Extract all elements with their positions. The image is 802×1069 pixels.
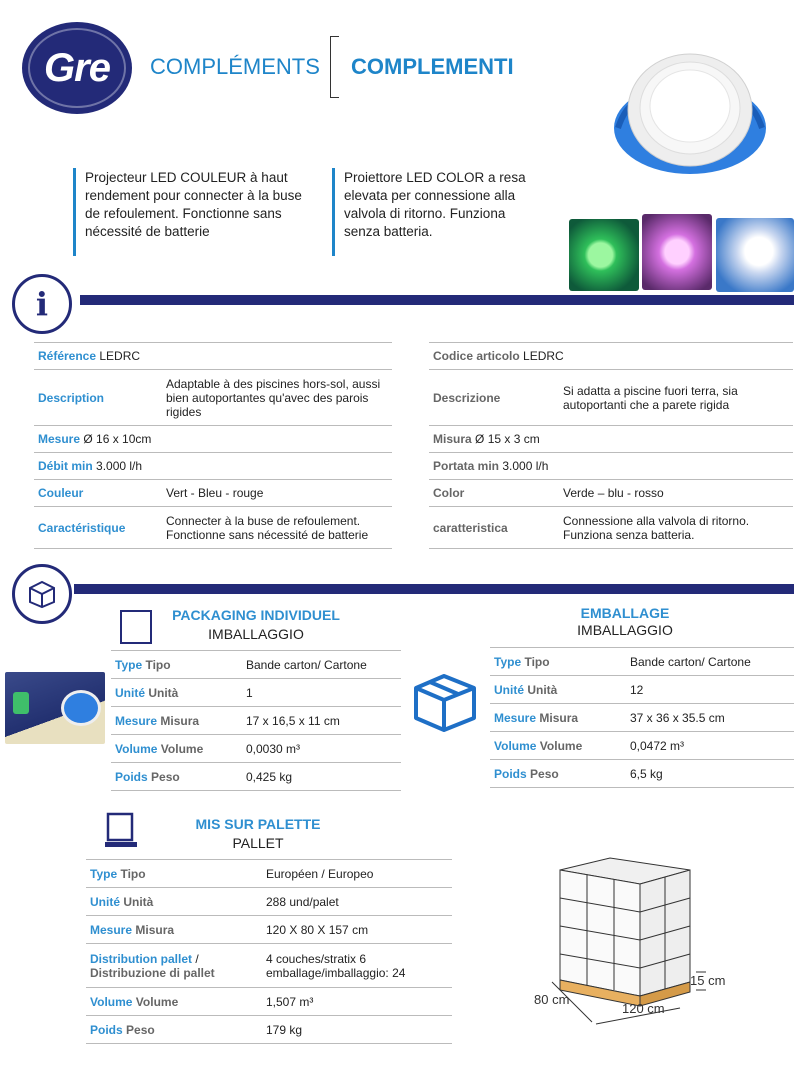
descrizione-value <box>559 370 793 426</box>
packaging-section-bar <box>74 584 794 594</box>
debit-value: 3.000 l/h <box>96 459 143 473</box>
intro-it-line: elevata per connessione alla <box>344 188 516 203</box>
em-label <box>490 648 626 676</box>
carton-icon <box>410 668 480 734</box>
pal-label-fr: Distribution pallet <box>90 951 192 966</box>
misura-label: Misura <box>433 432 472 446</box>
title-divider <box>330 36 339 98</box>
intro-it <box>344 169 564 241</box>
pk-label <box>111 679 242 707</box>
pk-label-fr: Type <box>115 657 143 672</box>
pk-label <box>111 651 242 679</box>
packaging-individual-title-it: IMBALLAGGIO <box>208 626 304 642</box>
spec-row <box>34 453 392 480</box>
pal-value: 120 X 80 X 157 cm <box>262 916 452 944</box>
pk-label <box>111 735 242 763</box>
pk-value: 0,0030 m³ <box>242 735 401 763</box>
pk-label <box>111 763 242 791</box>
reference-value: LEDRC <box>99 349 141 363</box>
pal-value-line: emballage/imballaggio: 24 <box>266 965 406 980</box>
pal-label-it: Volume <box>135 994 179 1009</box>
caracteristique-line: Fonctionne sans nécessité de batterie <box>166 527 369 542</box>
info-icon: i <box>12 274 72 334</box>
info-section-bar <box>80 295 794 305</box>
mesure-label: Mesure <box>38 432 81 446</box>
packaging-individual-table <box>111 650 401 791</box>
em-label-fr: Poids <box>494 766 527 781</box>
em-label-fr: Unité <box>494 682 524 697</box>
intro-bar-it <box>332 168 335 256</box>
pal-value: 288 und/palet <box>262 888 452 916</box>
em-label-fr: Volume <box>494 738 537 753</box>
em-value: 37 x 36 x 35.5 cm <box>626 704 794 732</box>
mesure-value: Ø 16 x 10cm <box>83 432 152 446</box>
misura-value: Ø 15 x 3 cm <box>475 432 540 446</box>
pallet-dim-depth: 80 cm <box>534 992 570 1007</box>
caracteristique-value <box>162 507 392 549</box>
caracteristique-line: Connecter à la buse de refoulement. <box>166 513 361 528</box>
emballage-title-fr: EMBALLAGE <box>580 605 670 621</box>
pal-label-fr: Unité <box>90 894 120 909</box>
intro-it-line: Proiettore LED COLOR a resa <box>344 170 526 185</box>
spec-row <box>34 426 392 453</box>
pal-label-it: Peso <box>126 1022 155 1037</box>
emballage-title-it: IMBALLAGGIO <box>577 622 673 638</box>
product-image <box>604 40 774 180</box>
pallet-dim-height: 15 cm <box>690 973 726 988</box>
intro-bar-fr <box>73 168 76 256</box>
pal-label-it: Misura <box>135 922 175 937</box>
box-icon <box>12 564 72 624</box>
em-label-it: Peso <box>530 766 559 781</box>
pal-value <box>262 944 452 988</box>
pal-label-fr: Poids <box>90 1022 123 1037</box>
pk-label-fr: Unité <box>115 685 145 700</box>
pk-value: 0,425 kg <box>242 763 401 791</box>
photo-white <box>716 218 794 292</box>
spec-table-it <box>429 342 793 549</box>
caratteristica-label: caratteristica <box>429 507 559 549</box>
debit-label: Débit min <box>38 459 93 473</box>
description-line: bien autoportantes qu'avec des parois <box>166 390 369 405</box>
portata-label: Portata min <box>433 459 500 473</box>
pk-label-fr: Poids <box>115 769 148 784</box>
pk-label-it: Tipo <box>145 657 171 672</box>
caracteristique-label: Caractéristique <box>34 507 162 549</box>
pal-label-fr: Volume <box>90 994 133 1009</box>
em-label-fr: Type <box>494 654 522 669</box>
pal-label-it: Distribuzione di pallet <box>90 965 215 980</box>
intro-fr-line: nécessité de batterie <box>85 224 210 239</box>
pal-label <box>86 888 262 916</box>
pk-label-it: Misura <box>160 713 200 728</box>
description-value <box>162 370 392 426</box>
document-icon <box>120 610 152 644</box>
pallet-icon <box>104 812 138 852</box>
pallet-title-fr: MIS SUR PALETTE <box>195 816 321 832</box>
em-label <box>490 732 626 760</box>
intro-fr-line: rendement pour connecter à la buse <box>85 188 302 203</box>
descrizione-line: Si adatta a piscine fuori terra, sia <box>563 383 738 398</box>
codice-value: LEDRC <box>523 349 564 363</box>
pal-label <box>86 860 262 888</box>
em-value: 0,0472 m³ <box>626 732 794 760</box>
photo-pink <box>642 214 712 290</box>
em-label <box>490 760 626 788</box>
pk-label <box>111 707 242 735</box>
gre-logo: Gre <box>22 22 132 114</box>
pallet-dim-width: 120 cm <box>622 1001 665 1016</box>
pk-value: Bande carton/ Cartone <box>242 651 401 679</box>
color-value: Verde – blu - rosso <box>559 480 793 507</box>
pal-label <box>86 916 262 944</box>
pk-label-fr: Volume <box>115 741 158 756</box>
caratteristica-value <box>559 507 793 549</box>
em-label <box>490 676 626 704</box>
pk-label-it: Peso <box>151 769 180 784</box>
spec-table-fr <box>34 342 392 549</box>
description-label: Description <box>34 370 162 426</box>
intro-fr-line: de refoulement. Fonctionne sans <box>85 206 282 221</box>
em-value: Bande carton/ Cartone <box>626 648 794 676</box>
pal-label-fr: Mesure <box>90 922 133 937</box>
page-title-it: COMPLEMENTI <box>351 54 514 79</box>
codice-label: Codice articolo <box>433 349 520 363</box>
descrizione-line: autoportanti che a parete rigida <box>563 397 730 412</box>
photo-green <box>569 219 639 291</box>
pal-label <box>86 988 262 1016</box>
pal-value: 179 kg <box>262 1016 452 1044</box>
intro-it-line: valvola di ritorno. Funziona <box>344 206 506 221</box>
retail-box-photo <box>5 672 105 744</box>
description-line: rigides <box>166 404 202 419</box>
page-title-fr: COMPLÉMENTS <box>150 54 320 79</box>
pal-label <box>86 1016 262 1044</box>
pal-value: Européen / Europeo <box>262 860 452 888</box>
pk-label-fr: Mesure <box>115 713 158 728</box>
em-label-it: Unità <box>527 682 558 697</box>
em-label <box>490 704 626 732</box>
pal-label-sep: / <box>192 951 199 966</box>
reference-label: Référence <box>38 349 97 363</box>
caratteristica-line: Funziona senza batteria. <box>563 527 695 542</box>
spec-row <box>429 343 793 370</box>
pal-label <box>86 944 262 988</box>
packaging-individual-title-fr: PACKAGING INDIVIDUEL <box>172 607 340 623</box>
em-label-it: Tipo <box>524 654 550 669</box>
pal-label-it: Unità <box>123 894 154 909</box>
em-label-fr: Mesure <box>494 710 537 725</box>
em-value: 6,5 kg <box>626 760 794 788</box>
intro-fr <box>85 169 325 241</box>
pal-value-line: 4 couches/stratix 6 <box>266 951 367 966</box>
spec-row <box>429 453 793 480</box>
pk-label-it: Unità <box>148 685 179 700</box>
spec-row <box>429 426 793 453</box>
pal-label-fr: Type <box>90 866 118 881</box>
spec-row <box>34 343 392 370</box>
pk-label-it: Volume <box>160 741 204 756</box>
pk-value: 17 x 16,5 x 11 cm <box>242 707 401 735</box>
pallet-table <box>86 859 452 1044</box>
caratteristica-line: Connessione alla valvola di ritorno. <box>563 513 750 528</box>
intro-fr-line: Projecteur LED COULEUR à haut <box>85 170 288 185</box>
intro-it-line: senza batteria. <box>344 224 433 239</box>
couleur-label: Couleur <box>34 480 162 507</box>
pallet-illustration <box>530 850 730 1040</box>
pk-value: 1 <box>242 679 401 707</box>
pal-value: 1,507 m³ <box>262 988 452 1016</box>
color-label: Color <box>429 480 559 507</box>
em-label-it: Volume <box>539 738 583 753</box>
description-line: Adaptable à des piscines hors-sol, aussi <box>166 376 381 391</box>
em-value: 12 <box>626 676 794 704</box>
emballage-table <box>490 647 794 788</box>
couleur-value: Vert - Bleu - rouge <box>162 480 392 507</box>
em-label-it: Misura <box>539 710 579 725</box>
pallet-title-it: PALLET <box>232 835 284 851</box>
descrizione-label: Descrizione <box>429 370 559 426</box>
pal-label-it: Tipo <box>120 866 146 881</box>
portata-value: 3.000 l/h <box>502 459 549 473</box>
